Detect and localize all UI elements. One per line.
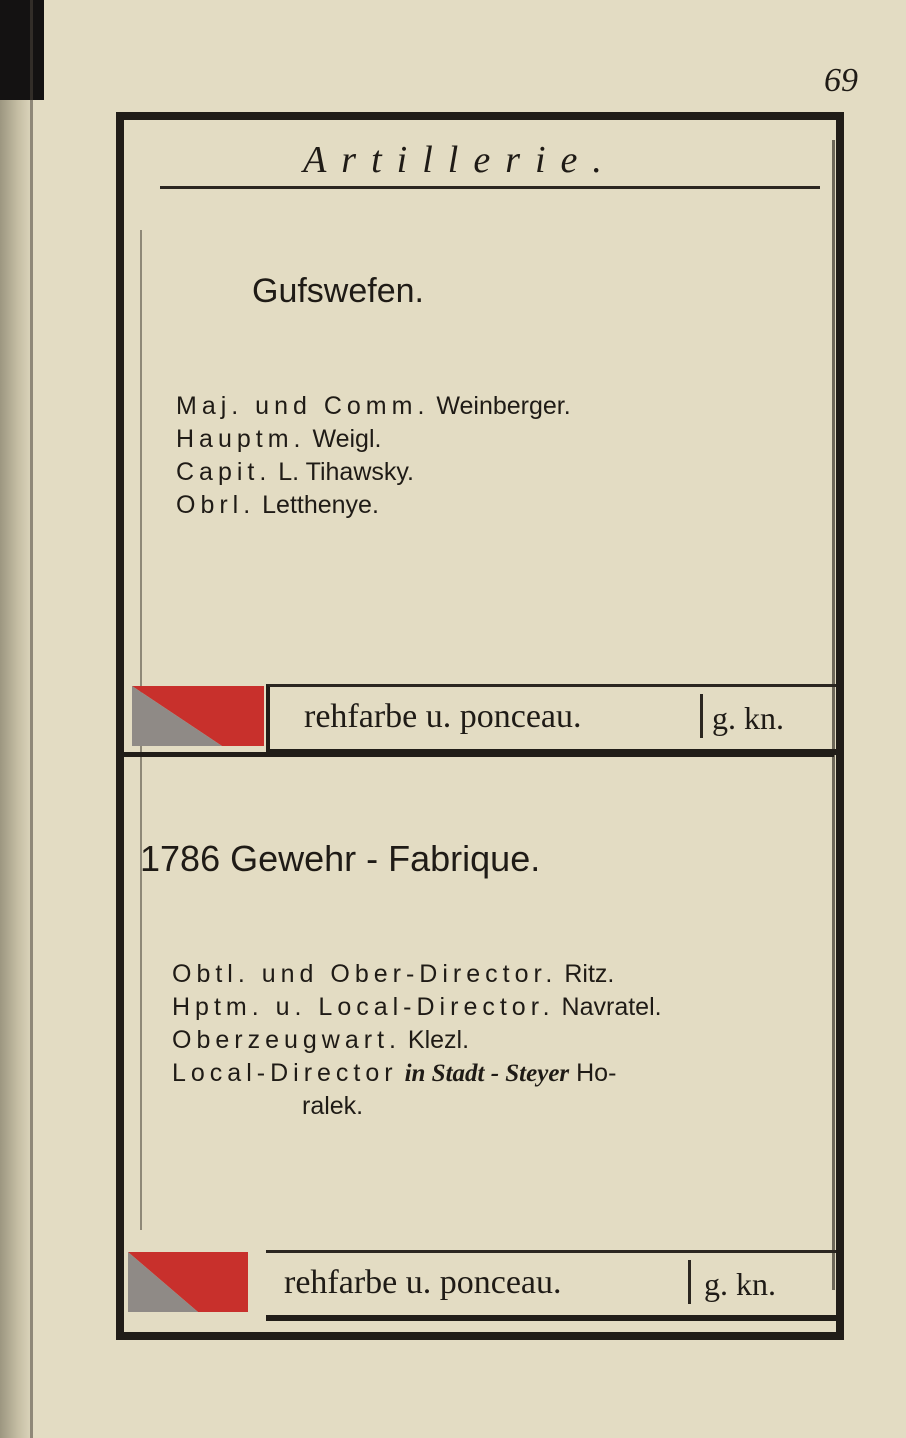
uniform-colour: rehfarbe u. ponceau. <box>284 1264 562 1301</box>
section-title: Gufswefen. <box>252 272 424 310</box>
uniform-divider <box>700 694 703 738</box>
staff-rank: Hptm. u. Local-Director. <box>172 993 555 1021</box>
page-number: 69 <box>824 62 858 99</box>
button-code: g. kn. <box>712 700 784 736</box>
staff-rank: Capit. <box>176 458 272 486</box>
staff-place: in Stadt - Steyer <box>404 1060 570 1087</box>
binding-shadow <box>0 100 30 1438</box>
binding-edge <box>0 0 44 100</box>
staff-name: ralek. <box>302 1092 364 1120</box>
staff-rank: Hauptm. <box>176 425 306 453</box>
page-header: Artillerie. <box>303 139 617 181</box>
header-rule <box>160 186 820 189</box>
binding-line <box>30 0 33 1438</box>
staff-name: Klezl. <box>407 1026 470 1054</box>
staff-entry <box>172 1057 662 1090</box>
uniform-colour: rehfarbe u. ponceau. <box>304 698 582 735</box>
staff-name: Weinberger. <box>436 392 571 420</box>
uniform-row <box>128 684 836 750</box>
staff-rank: Obrl. <box>176 491 256 519</box>
staff-entry <box>172 958 662 991</box>
staff-rank: Oberzeugwart. <box>172 1026 401 1054</box>
staff-rank: Obtl. und Ober-Director. <box>172 960 558 988</box>
staff-name: L. Tihawsky. <box>278 458 414 486</box>
staff-name: Navratel. <box>561 993 662 1021</box>
staff-name: Ho- <box>576 1059 617 1087</box>
regiment-flag-swatch <box>128 686 264 746</box>
uniform-divider <box>688 1260 691 1304</box>
staff-entry <box>176 489 571 522</box>
staff-entry-continued <box>172 1090 662 1123</box>
staff-name: Weigl. <box>312 425 382 453</box>
uniform-row <box>128 1250 836 1316</box>
staff-entry <box>176 456 571 489</box>
staff-entry <box>172 1024 662 1057</box>
button-code: g. kn. <box>704 1266 776 1302</box>
staff-list <box>172 958 662 1123</box>
staff-entry <box>176 423 571 456</box>
staff-rank: Maj. und Comm. <box>176 392 430 420</box>
staff-rank: Local-Director <box>172 1059 398 1087</box>
staff-name: Ritz. <box>564 960 615 988</box>
regiment-flag-swatch <box>128 1252 264 1312</box>
section-title: 1786 Gewehr - Fabrique. <box>140 838 541 879</box>
staff-name: Letthenye. <box>262 491 379 519</box>
staff-entry <box>172 991 662 1024</box>
staff-list <box>176 390 571 522</box>
staff-entry <box>176 390 571 423</box>
section-separator <box>116 752 834 757</box>
